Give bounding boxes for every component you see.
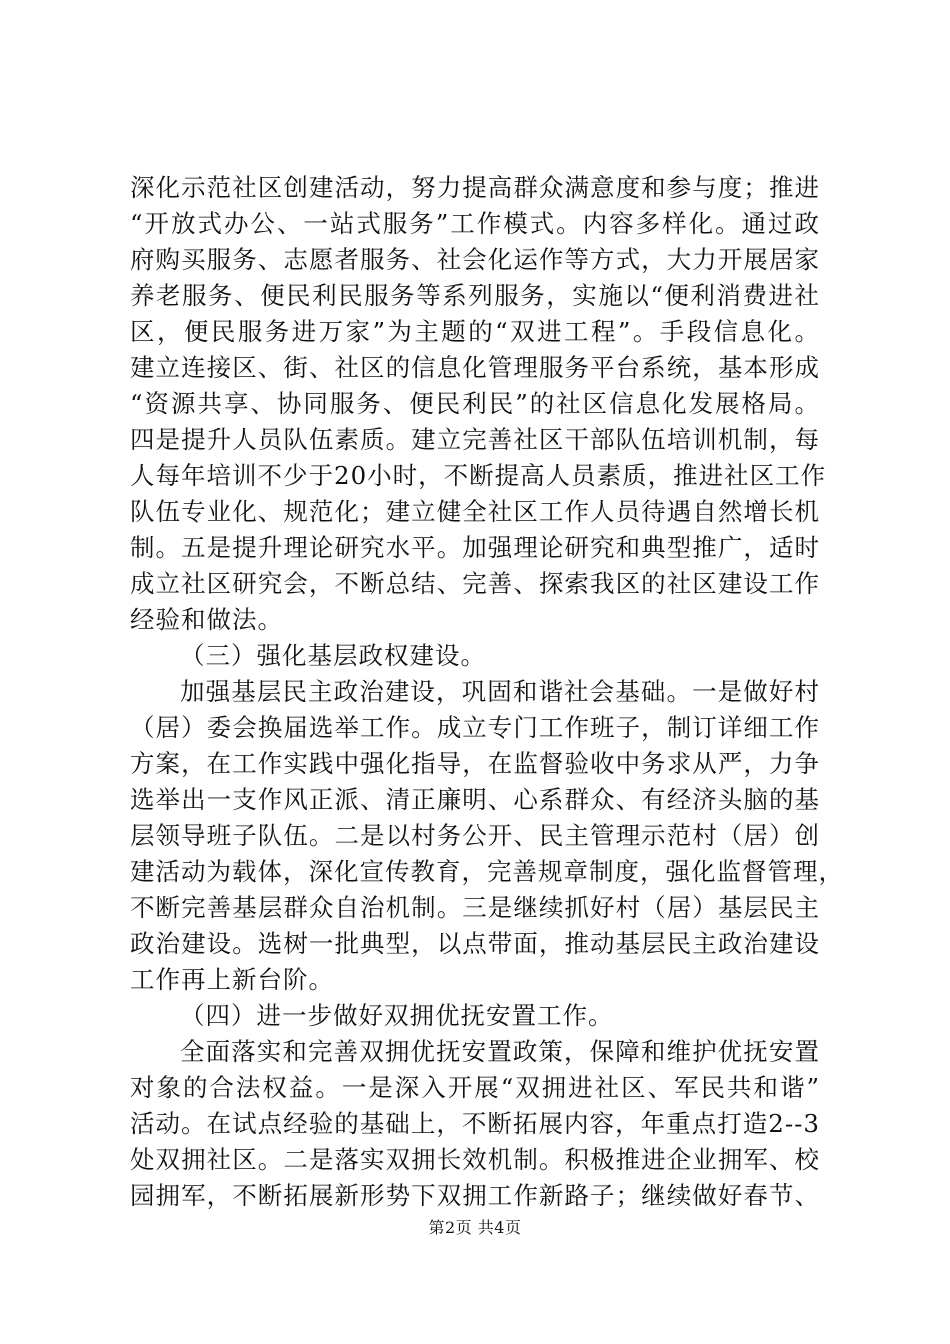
paragraph-line: 队伍专业化、规范化；建立健全社区工作人员待遇自然增长机 [130, 497, 820, 526]
paragraph-line: 活动。在试点经验的基础上，不断拓展内容，年重点打造2--3 [130, 1109, 820, 1138]
section-heading: （四）进一步做好双拥优抚安置工作。 [180, 1001, 614, 1030]
paragraph-line: 方案，在工作实践中强化指导，在监督验收中务求从严，力争 [130, 749, 820, 778]
paragraph-line: 处双拥社区。二是落实双拥长效机制。积极推进企业拥军、校 [130, 1145, 820, 1174]
paragraph-line: 全面落实和完善双拥优抚安置政策，保障和维护优抚安置 [180, 1037, 820, 1066]
paragraph-line: 选举出一支作风正派、清正廉明、心系群众、有经济头脑的基 [130, 785, 820, 814]
paragraph-line: 建立连接区、街、社区的信息化管理服务平台系统，基本形成 [130, 353, 820, 382]
paragraph-line: 经验和做法。 [130, 605, 283, 634]
paragraph-line: 制。五是提升理论研究水平。加强理论研究和典型推广，适时 [130, 533, 820, 562]
paragraph-line: 层领导班子队伍。二是以村务公开、民主管理示范村（居）创 [130, 821, 820, 850]
paragraph-line: 成立社区研究会，不断总结、完善、探索我区的社区建设工作 [130, 569, 820, 598]
paragraph-line: 工作再上新台阶。 [130, 965, 334, 994]
paragraph-line: 加强基层民主政治建设，巩固和谐社会基础。一是做好村 [180, 677, 820, 706]
paragraph-line: 人每年培训不少于20小时，不断提高人员素质，推进社区工作 [130, 461, 827, 490]
paragraph-line: 不断完善基层群众自治机制。三是继续抓好村（居）基层民主 [130, 893, 820, 922]
paragraph-line: 园拥军，不断拓展新形势下双拥工作新路子；继续做好春节、 [130, 1181, 820, 1210]
paragraph-line: 区，便民服务进万家”为主题的“双进工程”。手段信息化。 [130, 317, 820, 346]
paragraph-line: 政治建设。选树一批典型，以点带面，推动基层民主政治建设 [130, 929, 820, 958]
paragraph-line: 养老服务、便民利民服务等系列服务，实施以“便利消费进社 [130, 281, 820, 310]
section-heading: （三）强化基层政权建设。 [180, 641, 486, 670]
page-number-footer: 第2页 共4页 [428, 1218, 522, 1237]
paragraph-line: 四是提升人员队伍素质。建立完善社区干部队伍培训机制，每 [130, 425, 820, 454]
paragraph-line: “资源共享、协同服务、便民利民”的社区信息化发展格局。 [130, 389, 820, 418]
paragraph-line: 对象的合法权益。一是深入开展“双拥进社区、军民共和谐” [130, 1073, 820, 1102]
paragraph-line: （居）委会换届选举工作。成立专门工作班子，制订详细工作 [130, 713, 820, 742]
paragraph-line: 府购买服务、志愿者服务、社会化运作等方式，大力开展居家 [130, 245, 820, 274]
paragraph-line: 建活动为载体，深化宣传教育，完善规章制度，强化监督管理， [130, 857, 844, 886]
paragraph-line: “开放式办公、一站式服务”工作模式。内容多样化。通过政 [130, 209, 820, 238]
paragraph-line: 深化示范社区创建活动，努力提高群众满意度和参与度；推进 [130, 173, 820, 202]
